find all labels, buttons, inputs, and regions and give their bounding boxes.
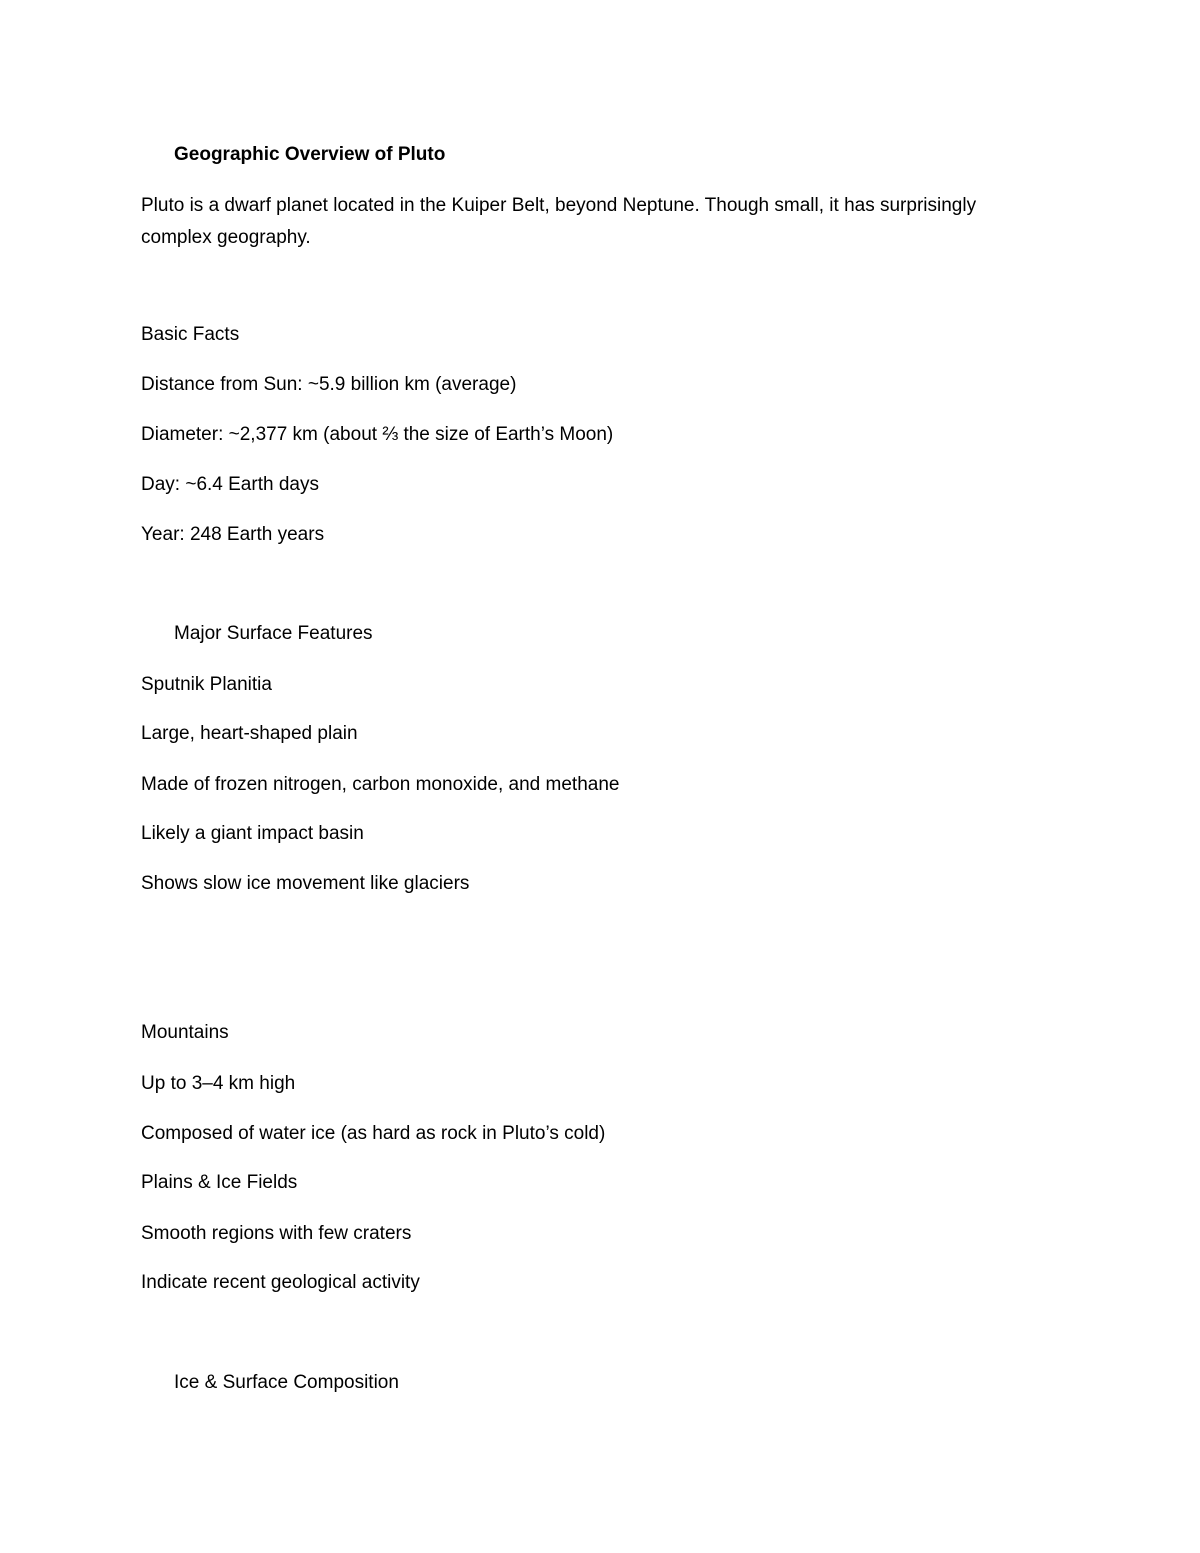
ice-composition-heading: Ice & Surface Composition	[174, 1372, 399, 1393]
document-title: Geographic Overview of Pluto	[174, 144, 446, 165]
plains-item: Indicate recent geological activity	[141, 1272, 420, 1293]
surface-features-heading: Major Surface Features	[174, 623, 373, 644]
intro-paragraph: Pluto is a dwarf planet located in the Kuiper Belt, beyond Neptune. Though small, it has surprisingly complex geography.	[141, 195, 977, 248]
mountains-item: Composed of water ice (as hard as rock in Pluto’s cold)	[141, 1123, 606, 1144]
sputnik-item: Shows slow ice movement like glaciers	[141, 873, 470, 894]
sputnik-item: Likely a giant impact basin	[141, 823, 364, 844]
mountains-heading: Mountains	[141, 1022, 229, 1043]
fact-year: Year: 248 Earth years	[141, 524, 325, 545]
basic-facts-heading: Basic Facts	[141, 324, 240, 345]
sputnik-item: Made of frozen nitrogen, carbon monoxide, and methane	[141, 774, 620, 795]
fact-day: Day: ~6.4 Earth days	[141, 474, 319, 495]
mountains-item: Up to 3–4 km high	[141, 1073, 296, 1094]
plains-item: Smooth regions with few craters	[141, 1223, 412, 1244]
plains-heading: Plains & Ice Fields	[141, 1172, 298, 1193]
fact-distance: Distance from Sun: ~5.9 billion km (average)	[141, 374, 517, 395]
sputnik-heading: Sputnik Planitia	[141, 674, 272, 695]
sputnik-item: Large, heart-shaped plain	[141, 723, 358, 744]
fact-diameter: Diameter: ~2,377 km (about ⅔ the size of Earth’s Moon)	[141, 424, 614, 445]
